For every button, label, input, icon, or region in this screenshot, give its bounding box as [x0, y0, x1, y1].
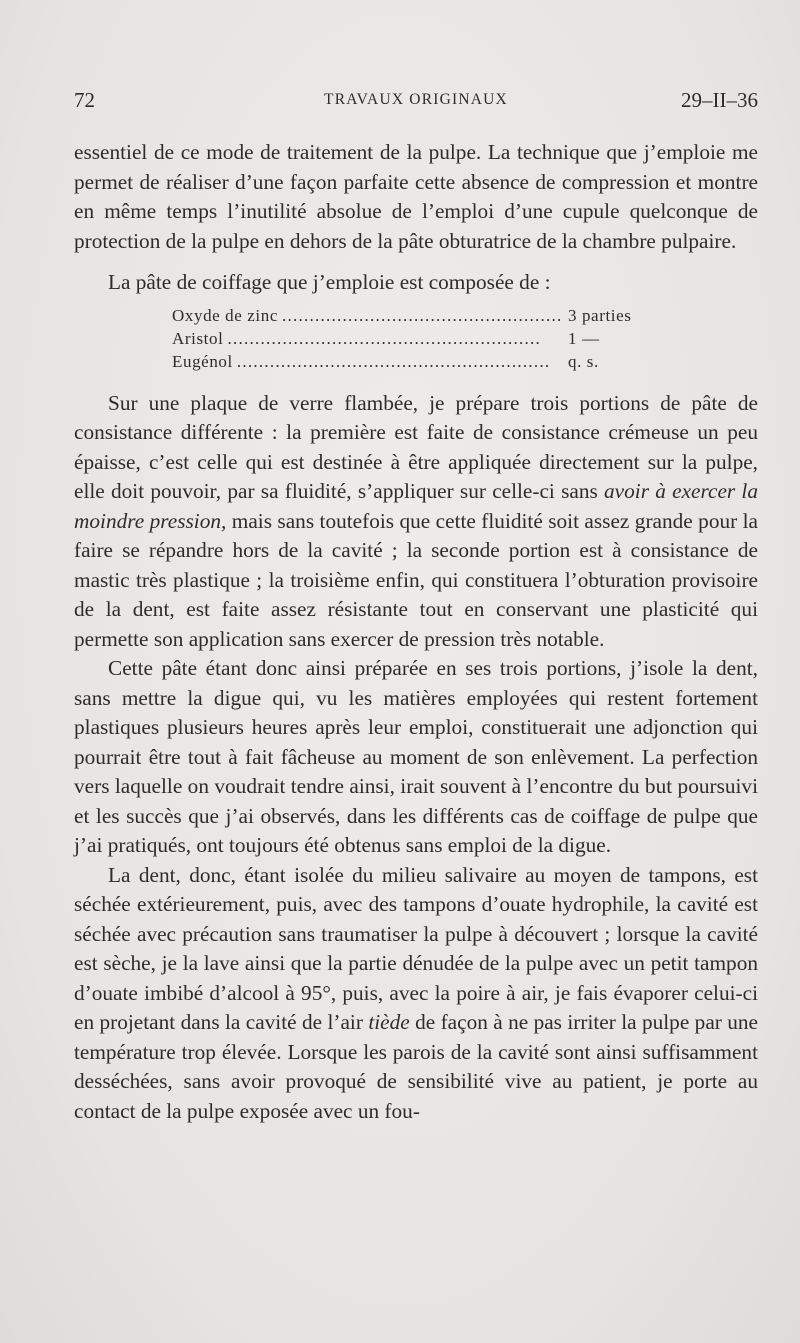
- page-header: [74, 88, 758, 118]
- paragraph-4: Cette pâte étant donc ainsi préparée en ses trois portions, j’isole la dent, sans mettre la digue qui, vu les matières employées qui restent fortement plastiques plusieurs heures après leur emploi, constituerait une adjonction qui pourrait être tout à fait fâcheuse au moment de son enlèvement. La perfection vers laquelle on voudrait tendre ainsi, irait souvent à l’encontre du but poursuivi et les succès que j’ai observés, dans les différents cas de coiffage de pulpe que j’ai pratiqués, ont toujours été obtenus sans emploi de la digue.: [74, 656, 758, 857]
- formula-ingredient: Aristol: [172, 328, 224, 348]
- paragraph-5: [74, 861, 758, 1127]
- formula-row: [172, 304, 648, 327]
- leader-dots: [237, 350, 560, 373]
- paragraph-3-text-b: mais sans toutefois que cette fluidité soit assez grande pour la faire se répandre hors de la cavité ; la seconde portion est à consistance de mastic très plastique ; la troisième enfin, qui constituera l’obturation provisoire de la dent, est faite assez résistante tout en conservant une plasticité qui permette son application sans exercer de pression très notable.: [74, 508, 759, 651]
- page-number: 72: [74, 88, 95, 112]
- paragraph-3-emphasis: avoir à exercer la moindre pression,: [74, 479, 758, 533]
- leader-dots: [282, 304, 560, 327]
- formula-quantity: 3 parties: [568, 305, 632, 325]
- leader-dots: [227, 327, 560, 350]
- paragraph-5-emphasis: tiède: [368, 1010, 410, 1034]
- formula-ingredient: Oxyde de zinc: [172, 305, 278, 325]
- paragraph-3-text-a: Sur une plaque de verre flambée, je prépare trois portions de pâte de consistance différente : la première est faite de consistance crémeuse un peu épaisse, c’est celle qui est destinée à être appliquée directement sur la pulpe, elle doit pouvoir, par sa fluidité, s’appliquer sur celle-ci sans: [74, 390, 758, 503]
- formula-quantity: 1 —: [568, 328, 600, 348]
- paragraph-5-text-a: La dent, donc, étant isolée du milieu salivaire au moyen de tampons, est séchée extérieurement, puis, avec des tampons d’ouate hydrophile, la cavité est séchée avec précaution sans traumatiser la pulpe à découvert ; lorsque la cavité est sèche, je la lave ainsi que la partie dénudée de la pulpe avec un petit tampon d’ouate imbibé d’alcool à 95°, puis, avec la poire à air, je fais évaporer celui-ci en projetant dans la cavité de l’air: [74, 862, 758, 1034]
- formula-quantity: q. s.: [568, 351, 599, 371]
- paragraph-3: [74, 389, 758, 655]
- formula-row: [172, 350, 648, 373]
- article-body: [74, 138, 758, 1126]
- issue-date: 29–II–36: [681, 88, 758, 112]
- paragraph-2: La pâte de coiffage que j’emploie est composée de :: [108, 270, 551, 294]
- paragraph-1: essentiel de ce mode de traitement de la pulpe. La technique que j’emploie me permet de réaliser d’une façon parfaite cette absence de compression et montre en même temps l’inutilité absolue de l’emploi d’une cupule quelconque de protection de la pulpe en dehors de la pâte obturatrice de la chambre pulpaire.: [74, 140, 758, 253]
- formula-table: [172, 304, 648, 373]
- formula-ingredient: Eugénol: [172, 351, 233, 371]
- running-title: TRAVAUX ORIGINAUX: [324, 91, 508, 108]
- formula-row: [172, 327, 648, 350]
- paragraph-5-text-b: de façon à ne pas irriter la pulpe par une température trop élevée. Lorsque les parois de la cavité sont ainsi suffisamment desséchées, sans avoir provoqué de sensibilité vive au patient, je porte au contact de la pulpe exposée avec un fou-: [74, 1010, 758, 1123]
